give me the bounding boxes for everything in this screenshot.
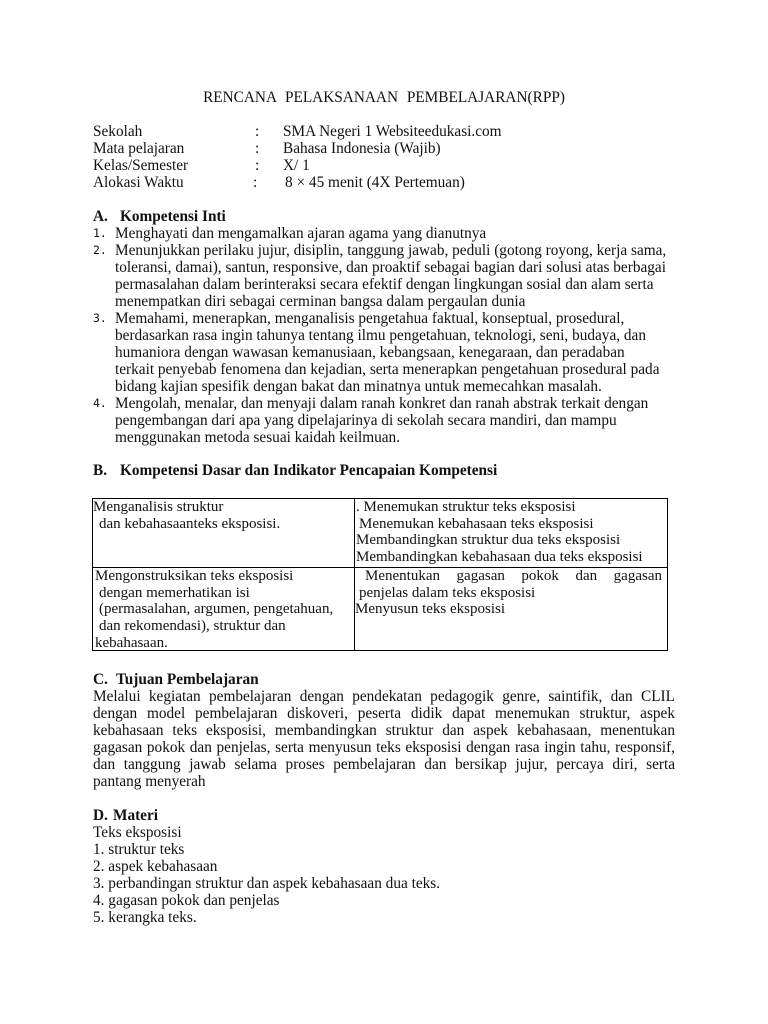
kd-line: Mengonstruksikan teks eksposisi — [95, 568, 294, 584]
list-item-line: Mengolah, menalar, dan menyaji dalam ranah konkret dan ranah abstrak terkait dengan — [115, 394, 649, 412]
paragraph-line: gagasan pokok dan penjelas, serta menyusun teks eksposisi dengan rasa ingin tahu, responsif, — [93, 738, 675, 756]
identity-separator: : — [255, 156, 260, 174]
list-item-line: terkait penyebab fenomena dan kejadian, serta menerapkan pengetahuan prosedural pada — [115, 360, 660, 378]
list-item-line: humaniora dengan wawasan kemanusiaan, kebangsaan, kenegaraan, dan peradaban — [115, 343, 625, 361]
list-item-number: 3. — [93, 310, 107, 325]
materi-item: 1. struktur teks — [93, 840, 185, 858]
competency-table — [92, 498, 668, 651]
materi-item: 3. perbandingan struktur dan aspek kebahasaan dua teks. — [93, 874, 441, 892]
kd-line: dan kebahasaanteks eksposisi. — [99, 515, 281, 532]
section-tujuan-pembelajaran — [93, 671, 675, 790]
section-letter: D. — [93, 806, 108, 824]
indicator-cell — [355, 568, 667, 650]
indicator-line: Membandingkan kebahasaan dua teks eksposisi — [356, 549, 643, 566]
kd-line: (permasalahan, argumen, pengetahuan, — [99, 601, 334, 618]
materi-intro: Teks eksposisi — [93, 823, 182, 841]
list-item — [93, 310, 666, 327]
document-title: RENCANA PELAKSANAAN PEMBELAJARAN(RPP) — [203, 88, 565, 106]
list-item-line: bidang kajian spesifik dengan bakat dan minatnya untuk memecahkan masalah. — [115, 377, 602, 395]
list-item-line: Menunjukkan perilaku jujur, disiplin, tanggung jawab, peduli (gotong royong, kerja sama, — [115, 241, 667, 259]
paragraph-line: dan tanggung jawab selama proses pembelajaran dan bersikap jujur, percaya diri, serta — [93, 755, 675, 773]
section-heading — [93, 462, 497, 479]
list-item-number: 2. — [93, 242, 107, 257]
materi-item: 5. kerangka teks. — [93, 908, 197, 926]
section-title: Tujuan Pembelajaran — [116, 670, 259, 688]
list-item-line: Memahami, menerapkan, menganalisis pengetahua faktual, konseptual, prosedural, — [115, 309, 625, 327]
table-row — [93, 499, 667, 567]
list-item — [93, 395, 666, 412]
list-item-line: permasalahan dalam berinteraksi secara efektif dengan lingkungan sosial dan alam serta — [115, 275, 654, 293]
identity-label: Alokasi Waktu — [93, 173, 184, 191]
identity-label: Sekolah — [93, 122, 143, 140]
section-title: Kompetensi Dasar dan Indikator Pencapaian Kompetensi — [120, 461, 498, 479]
identity-separator: : — [255, 122, 260, 140]
section-title: Kompetensi Inti — [120, 207, 226, 225]
identity-block — [93, 123, 502, 191]
paragraph-line: kebahasaan teks eksposisi, membandingkan struktur dan aspek kebahasaan, menentukan — [93, 721, 675, 739]
list-item-line: menempatkan diri sebagai cerminan bangsa dalam pergaulan dunia — [115, 292, 526, 310]
table-row — [93, 567, 667, 650]
identity-row-class-semester — [93, 157, 502, 174]
list-item-line: menggunakan metoda sesuai kaidah keilmuan. — [115, 428, 401, 446]
identity-label: Mata pelajaran — [93, 139, 185, 157]
paragraph-line: pantang menyerah — [93, 772, 206, 790]
kd-line: kebahasaan. — [95, 634, 168, 651]
paragraph-line: Melalui kegiatan pembelajaran dengan pendekatan pedagogik genre, saintifik, dan CLIL — [93, 687, 675, 705]
indicator-line: penjelas dalam teks eksposisi — [359, 584, 536, 601]
indicator-line: . Menemukan struktur teks eksposisi — [356, 499, 576, 515]
identity-row-time-allocation — [93, 174, 502, 191]
section-heading — [93, 208, 666, 225]
section-letter: A. — [93, 207, 108, 225]
list-item — [93, 242, 666, 259]
kd-cell — [93, 499, 355, 567]
kd-line: dan rekomendasi), struktur dan — [99, 618, 286, 635]
section-heading — [93, 807, 440, 824]
list-item-number: 1. — [93, 225, 107, 240]
identity-row-school — [93, 123, 502, 140]
section-kompetensi-inti — [93, 208, 666, 446]
indicator-line: Menentukan gagasan pokok dan gagasan — [365, 568, 662, 584]
list-item-line: Menghayati dan mengamalkan ajaran agama yang dianutnya — [115, 224, 487, 242]
list-item-line: pengembangan dari apa yang dipelajarinya di sekolah secara mandiri, dan mampu — [115, 411, 617, 429]
materi-item: 2. aspek kebahasaan — [93, 857, 218, 875]
section-materi — [93, 807, 440, 926]
kd-line: dengan memerhatikan isi — [99, 584, 250, 601]
section-letter: C. — [93, 670, 108, 688]
kd-line: Menganalisis struktur — [93, 499, 224, 515]
indicator-line: Menemukan kebahasaan teks eksposisi — [359, 515, 594, 532]
list-item-line: toleransi, damai), santun, responsive, dan proaktif sebagai bagian dari solusi atas berbagai — [115, 258, 666, 276]
kd-cell — [93, 568, 355, 650]
indicator-line: Menyusun teks eksposisi — [355, 601, 505, 618]
identity-value: SMA Negeri 1 Websiteedukasi.com — [283, 122, 502, 140]
identity-value: X/ 1 — [283, 156, 310, 174]
indicator-cell — [355, 499, 667, 567]
identity-separator: : — [253, 173, 258, 191]
identity-row-subject — [93, 140, 502, 157]
section-kompetensi-dasar — [93, 462, 497, 479]
section-title: Materi — [113, 806, 159, 824]
indicator-line: Membandingkan struktur dua teks eksposisi — [356, 532, 621, 549]
identity-value: Bahasa Indonesia (Wajib) — [283, 139, 441, 157]
identity-value: 8 × 45 menit (4X Pertemuan) — [285, 173, 465, 191]
section-letter: B. — [93, 461, 108, 479]
list-item-number: 4. — [93, 395, 107, 410]
section-heading — [93, 671, 675, 688]
list-item — [93, 225, 666, 242]
paragraph-line: dengan model pembelajaran diskoveri, peserta didik dapat menemukan struktur, aspek — [93, 704, 675, 722]
identity-separator: : — [255, 139, 260, 157]
materi-item: 4. gagasan pokok dan penjelas — [93, 891, 280, 909]
list-item-line: berdasarkan rasa ingin tahunya tentang ilmu pengetahuan, teknologi, seni, budaya, dan — [115, 326, 646, 344]
identity-label: Kelas/Semester — [93, 156, 189, 174]
